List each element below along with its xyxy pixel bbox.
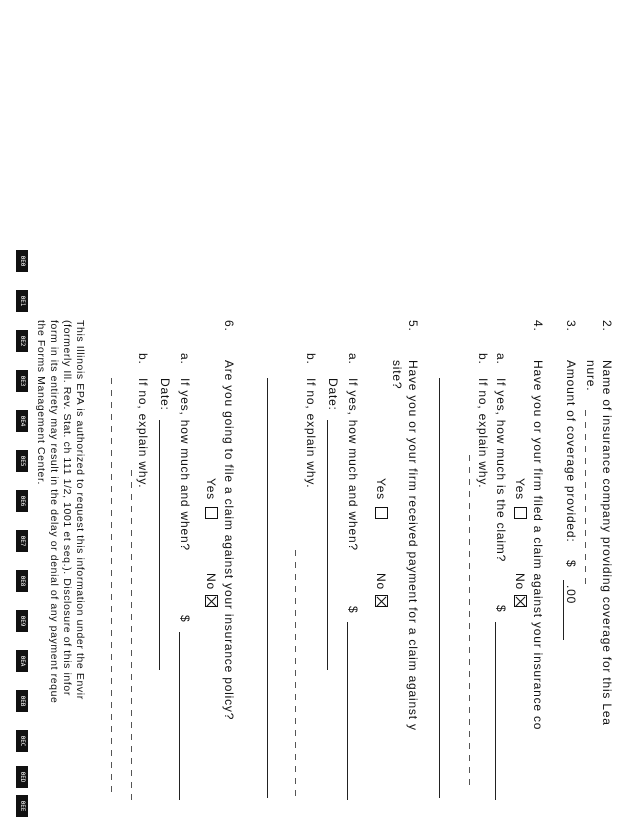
q5a-text: If yes, how much and when? [346, 378, 360, 551]
q2-text: Name of insurance company providing coverage for this Lea [600, 360, 614, 726]
q4-text: Have you or your firm filed a claim against your insurance co [531, 360, 545, 731]
scan-code-mark: 0E5 [16, 450, 28, 472]
q4-number: 4. [531, 320, 545, 332]
q5a-date-line[interactable] [327, 420, 328, 670]
q4b-explain-line-1[interactable] [469, 455, 470, 785]
scan-code-mark: 0EC [16, 730, 28, 752]
scan-code-mark: 0E3 [16, 370, 28, 392]
q4b-text: If no, explain why. [476, 378, 490, 489]
q2-continuation: nure. [584, 360, 598, 392]
q5b-explain-line-1[interactable] [295, 550, 296, 800]
q3-amount-value[interactable]: .00 [564, 585, 578, 605]
scan-code-mark: 0E8 [16, 570, 28, 592]
q5-yes-checkbox[interactable] [375, 507, 388, 519]
q4b-explain-line-2[interactable] [439, 378, 440, 798]
q4-yes-label: Yes [513, 478, 527, 500]
q5a-amount-line[interactable] [347, 622, 348, 800]
q2-number: 2. [600, 320, 614, 332]
scan-code-mark: 0E2 [16, 330, 28, 352]
q6-yes-label: Yes [204, 478, 218, 500]
q6a-date-line[interactable] [159, 420, 160, 670]
q6a-currency: $ [178, 615, 192, 623]
q5b-text: If no, explain why. [304, 378, 318, 489]
q5a-letter: a. [346, 353, 360, 365]
q5-number: 5. [406, 320, 420, 332]
scan-code-mark: 0EA [16, 650, 28, 672]
q6a-amount-line[interactable] [179, 632, 180, 800]
q5-no-label: No [374, 573, 388, 590]
q6a-text: If yes, how much and when? [178, 378, 192, 551]
q2-answer-line[interactable] [585, 410, 586, 590]
footer-line-3: form in its entirety may result in the delay or denial of any payment reque [48, 320, 60, 704]
q6-no-checkbox[interactable] [205, 595, 218, 607]
q6-text: Are you going to file a claim against your insurance policy? [222, 360, 236, 721]
q4a-text: If yes, how much is the claim? [494, 378, 508, 563]
scan-code-mark: 0E0 [16, 250, 28, 272]
q6b-explain-line-2[interactable] [111, 378, 112, 798]
footer-line-4: the Forms Management Center. [35, 320, 47, 486]
footer-line-1: This Illinois EPA is authorized to request this information under the Envir [74, 320, 86, 700]
q6-number: 6. [222, 320, 236, 332]
q6-no-label: No [204, 573, 218, 590]
scan-code-mark: 0EB [16, 690, 28, 712]
q5-no-checkbox[interactable] [375, 595, 388, 607]
q5b-explain-line-2[interactable] [267, 378, 268, 798]
scan-code-mark: 0E4 [16, 410, 28, 432]
q4a-currency: $ [494, 605, 508, 613]
q4a-amount-line[interactable] [495, 622, 496, 800]
q4a-letter: a. [494, 353, 508, 365]
q4-no-label: No [513, 573, 527, 590]
scan-code-mark: 0EE [16, 795, 28, 817]
q3-text: Amount of coverage provided: [564, 360, 578, 543]
q6-yes-checkbox[interactable] [205, 507, 218, 519]
q4-yes-checkbox[interactable] [514, 507, 527, 519]
q6b-letter: b. [136, 353, 150, 365]
q6a-date-label: Date: [158, 378, 172, 411]
q5-text-continued: site? [390, 360, 404, 390]
q3-amount-line [563, 580, 564, 640]
scan-code-mark: 0ED [16, 766, 28, 788]
footer-line-2: (formerly Ill. Rev. Stat. ch 111 1/2, 1001 et seq.). Disclosure of this infor [61, 320, 73, 696]
scan-code-mark: 0E7 [16, 530, 28, 552]
scan-code-mark: 0E9 [16, 610, 28, 632]
q3-number: 3. [564, 320, 578, 332]
q6a-letter: a. [178, 353, 192, 365]
q4b-letter: b. [476, 353, 490, 365]
q5b-letter: b. [304, 353, 318, 365]
q4-no-checkbox[interactable] [514, 595, 527, 607]
q5a-currency: $ [346, 606, 360, 614]
q5-text: Have you or your firm received payment for a claim against y [406, 360, 420, 731]
q6b-text: If no, explain why. [136, 378, 150, 489]
q5a-date-label: Date: [326, 378, 340, 411]
scan-code-mark: 0E6 [16, 490, 28, 512]
q3-currency: $ [564, 560, 578, 568]
q5-yes-label: Yes [374, 478, 388, 500]
scan-code-mark: 0E1 [16, 290, 28, 312]
q6b-explain-line-1[interactable] [131, 470, 132, 800]
